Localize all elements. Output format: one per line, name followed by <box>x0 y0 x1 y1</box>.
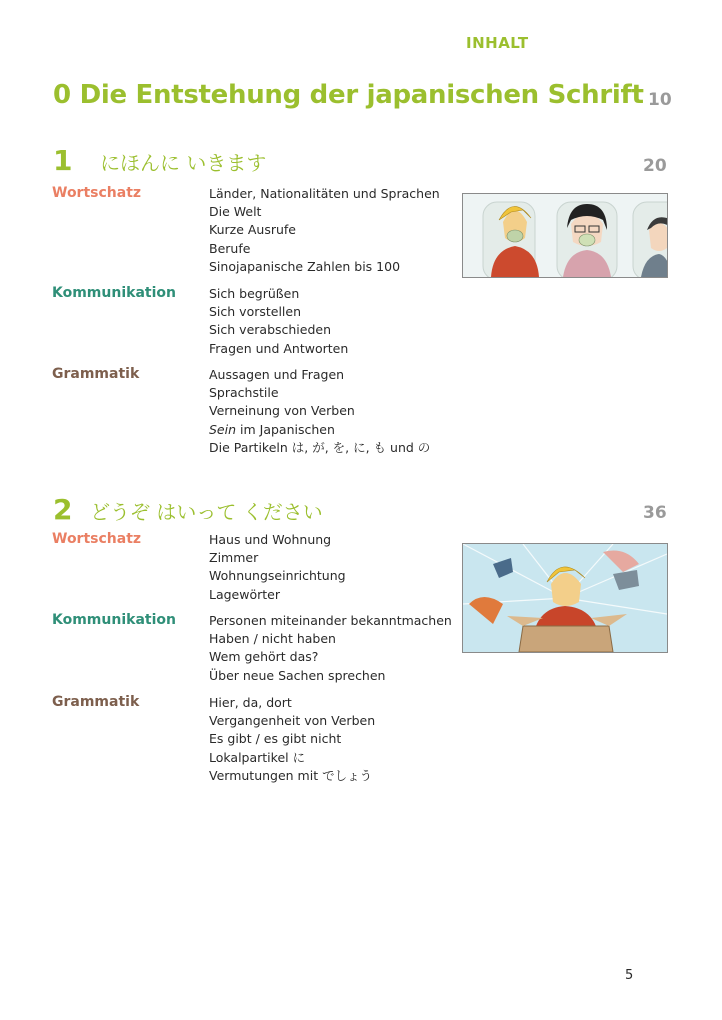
list-item: Wem gehört das? <box>209 649 319 665</box>
chapter-2-wortschatz-list <box>209 531 346 604</box>
chapter-1-kommunikation-list <box>209 285 348 358</box>
chapter-1-page: 20 <box>643 156 667 176</box>
list-item: Haus und Wohnung <box>209 532 332 547</box>
list-item: Zimmer <box>209 550 259 566</box>
list-item <box>209 421 430 439</box>
list-item: Vermutungen mit でしょう <box>209 767 373 783</box>
chapter-0-page: 10 <box>648 90 672 110</box>
list-item: Es gibt / es gibt nicht <box>209 731 342 747</box>
sein-rest: im Japanischen <box>236 421 335 437</box>
list-item: Sich verabschieden <box>209 322 332 338</box>
list-item: Personen miteinander bekanntmachen <box>209 613 452 628</box>
chapter-2-heading[interactable] <box>53 493 323 526</box>
chapter-1-number: 1 <box>53 144 73 177</box>
list-item: Wohnungseinrichtung <box>209 568 346 584</box>
section-header: INHALT <box>466 34 529 52</box>
list-item: Über neue Sachen sprechen <box>209 667 386 683</box>
page-number: 5 <box>625 968 634 983</box>
list-item: Sich begrüßen <box>209 286 300 301</box>
list-item: Lagewörter <box>209 586 280 602</box>
list-item: Kurze Ausrufe <box>209 222 296 238</box>
list-item: Länder, Nationalitäten und Sprachen <box>209 186 440 201</box>
chapter-2-kommunikation-label: Kommunikation <box>52 612 176 628</box>
chapter-2-kommunikation-list <box>209 612 452 685</box>
chapter-1-title: にほんに いきます <box>100 151 267 175</box>
list-item: Sich vorstellen <box>209 304 302 320</box>
list-item: Die Partikeln は, が, を, に, も und の <box>209 439 431 455</box>
chapter-2-wortschatz-label: Wortschatz <box>52 531 142 547</box>
chapter-0-title: Die Entstehung der japanischen Schrift <box>79 80 644 110</box>
chapter-0-number: 0 <box>53 80 71 110</box>
chapter-1-wortschatz-label: Wortschatz <box>52 185 142 201</box>
chapter-0-heading[interactable] <box>53 80 644 110</box>
unpacking-boxes-image <box>463 544 667 652</box>
chapter-1-kommunikation-label: Kommunikation <box>52 285 176 301</box>
list-item: Die Welt <box>209 204 262 220</box>
chapter-1-grammatik-list <box>209 366 430 457</box>
list-item: Hier, da, dort <box>209 695 292 710</box>
chapter-1-grammatik-label: Grammatik <box>52 366 140 382</box>
chapter-2-page: 36 <box>643 503 667 523</box>
list-item: Verneinung von Verben <box>209 403 355 419</box>
chapter-2-number: 2 <box>53 493 73 526</box>
chapter-1-heading[interactable] <box>53 144 266 177</box>
list-item: Vergangenheit von Verben <box>209 713 376 729</box>
list-item: Fragen und Antworten <box>209 340 349 356</box>
chapter-2-grammatik-list <box>209 694 375 785</box>
sein-word: Sein <box>209 421 237 437</box>
list-item: Aussagen und Fragen <box>209 367 345 382</box>
list-item: Lokalpartikel に <box>209 749 306 765</box>
chapter-2-illustration <box>462 543 668 653</box>
list-item: Berufe <box>209 240 251 256</box>
list-item: Haben / nicht haben <box>209 631 336 647</box>
chapter-2-title: どうぞ はいって ください <box>90 500 323 524</box>
chapter-1-wortschatz-list <box>209 185 440 276</box>
chapter-1-illustration <box>462 193 668 278</box>
chapter-2-grammatik-label: Grammatik <box>52 694 140 710</box>
airplane-passengers-image <box>463 194 667 277</box>
list-item: Sprachstile <box>209 385 279 401</box>
list-item: Sinojapanische Zahlen bis 100 <box>209 258 401 274</box>
